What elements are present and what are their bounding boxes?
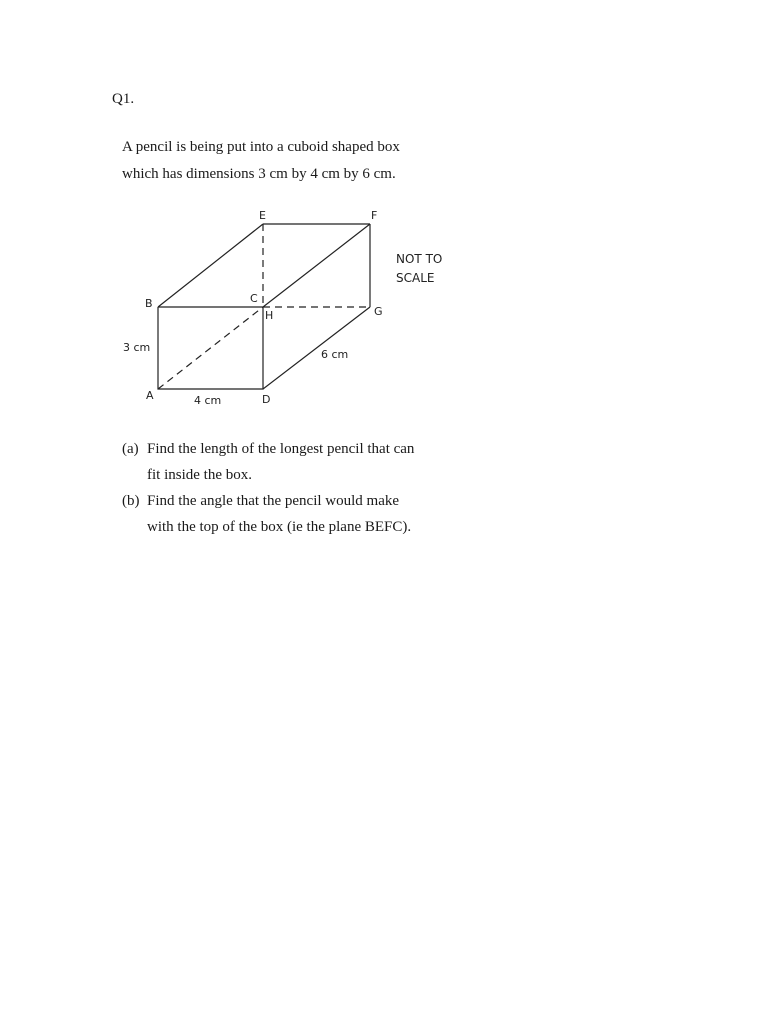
vertex-label-C: C — [250, 292, 258, 305]
hidden-edge-AH — [158, 307, 263, 389]
vertex-label-A: A — [146, 389, 154, 402]
vertex-label-E: E — [259, 209, 266, 222]
depth-label: 6 cm — [321, 348, 349, 361]
vertex-label-F: F — [371, 209, 378, 222]
part-text-line: fit inside the box. — [147, 467, 252, 483]
vertex-label-D: D — [262, 393, 271, 406]
not-to-scale-line: NOT TO — [396, 252, 443, 266]
edge-BE — [158, 224, 263, 307]
part-label: (a) — [122, 441, 139, 457]
question-parts — [122, 436, 522, 540]
edge-CF — [263, 224, 370, 307]
question-part-b — [122, 488, 522, 540]
not-to-scale-line: SCALE — [396, 271, 435, 285]
intro-line: A pencil is being put into a cuboid shaped box — [122, 139, 400, 155]
part-label: (b) — [122, 493, 140, 509]
width-label: 4 cm — [194, 394, 222, 407]
vertex-label-G: G — [374, 305, 383, 318]
part-text-line: Find the length of the longest pencil that can — [147, 441, 415, 457]
question-part-a — [122, 436, 522, 488]
part-text-line: with the top of the box (ie the plane BEFC). — [147, 519, 412, 535]
vertex-label-B: B — [145, 297, 153, 310]
edge-DG — [263, 307, 370, 389]
height-label: 3 cm — [123, 341, 151, 354]
question-number: Q1. — [112, 91, 135, 107]
vertex-label-H: H — [265, 309, 274, 322]
intro-line: which has dimensions 3 cm by 4 cm by 6 cm. — [122, 166, 396, 182]
part-text-line: Find the angle that the pencil would make — [147, 493, 400, 509]
